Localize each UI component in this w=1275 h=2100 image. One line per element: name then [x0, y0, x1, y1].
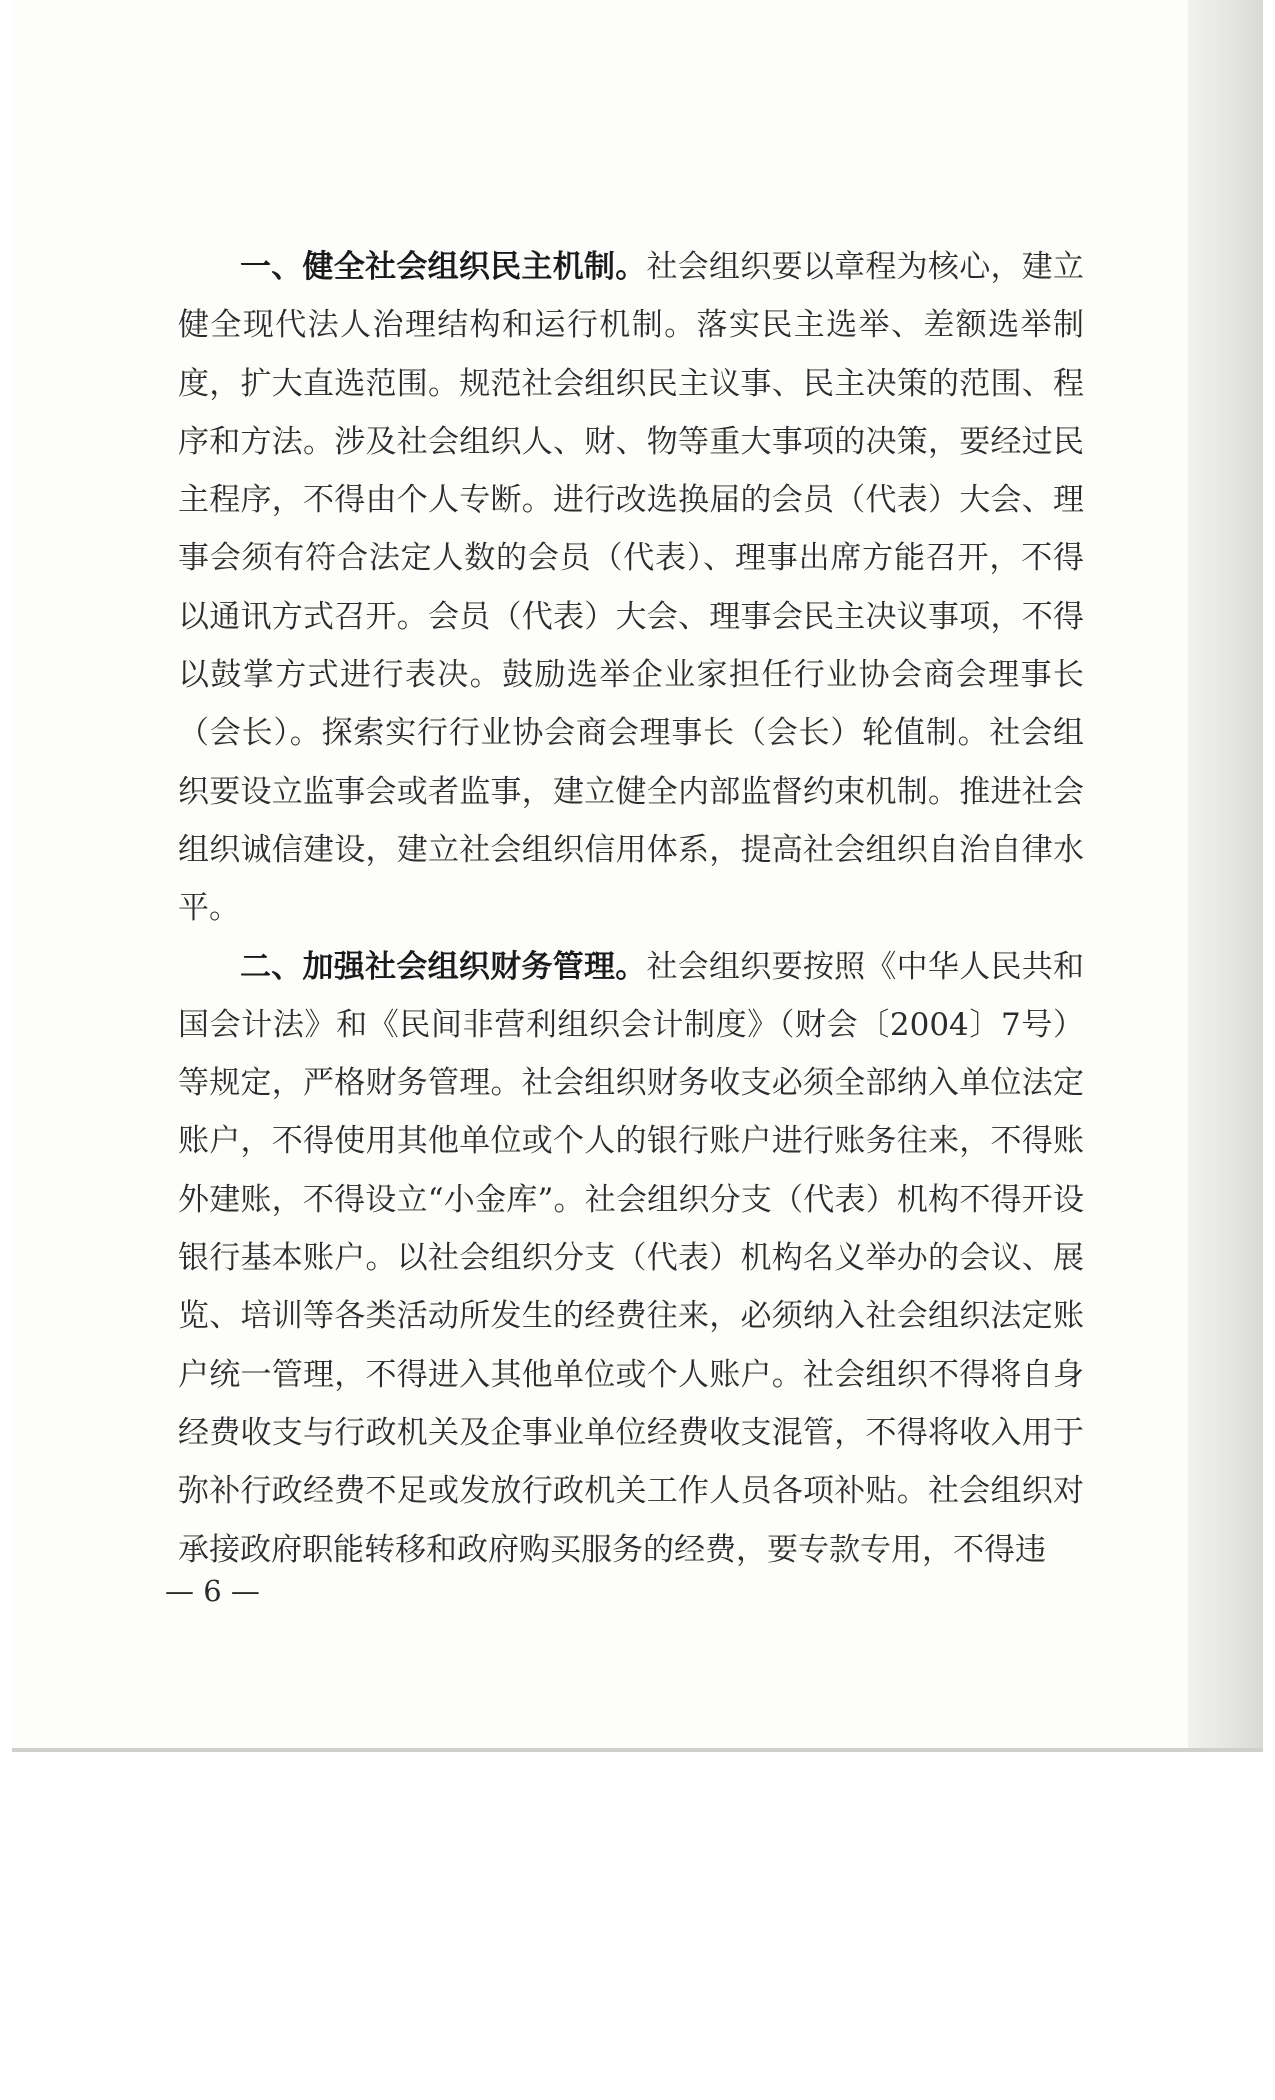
document-body: [178, 238, 1084, 1579]
paragraph-text-2: 社会组织要按照《中华人民共和国会计法》和《民间非营利组织会计制度》（财会〔2004〕7号）等规定，严格财务管理。社会组织财务收支必须全部纳入单位法定账户，不得使用其他单位或个人的银行账户进行账务往来，不得账外建账，不得设立“小金库”。社会组织分支（代表）机构不得开设银行基本账户。以社会组织分支（代表）机构名义举办的会议、展览、培训等各类活动所发生的经费往来，必须纳入社会组织法定账户统一管理，不得进入其他单位或个人账户。社会组织不得将自身经费收支与行政机关及企事业单位经费收支混管，不得将收入用于弥补行政经费不足或发放行政机关工作人员各项补贴。社会组织对承接政府职能转移和政府购买服务的经费，要专款专用，不得违: [178, 948, 1084, 1568]
section-heading-2: 二、加强社会组织财务管理。: [240, 948, 647, 985]
scan-shadow-bottom: [12, 1748, 1263, 1752]
paragraph-financial-management: [178, 938, 1084, 1579]
paragraph-text-1: 社会组织要以章程为核心，建立健全现代法人治理结构和运行机制。落实民主选举、差额选举制度，扩大直选范围。规范社会组织民主议事、民主决策的范围、程序和方法。涉及社会组织人、财、物等重大事项的决策，要经过民主程序，不得由个人专断。进行改选换届的会员（代表）大会、理事会须有符合法定人数的会员（代表）、理事出席方能召开，不得以通讯方式召开。会员（代表）大会、理事会民主决议事项，不得以鼓掌方式进行表决。鼓励选举企业家担任行业协会商会理事长（会长）。探索实行行业协会商会理事长（会长）轮值制。社会组织要设立监事会或者监事，建立健全内部监督约束机制。推进社会组织诚信建设，建立社会组织信用体系，提高社会组织自治自律水平。: [178, 249, 1084, 927]
scan-shadow-right: [1188, 0, 1263, 1752]
paragraph-democratic-mechanism: [178, 238, 1084, 938]
section-heading-1: 一、健全社会组织民主机制。: [240, 249, 647, 285]
page-number: — 6 —: [165, 1574, 260, 1608]
